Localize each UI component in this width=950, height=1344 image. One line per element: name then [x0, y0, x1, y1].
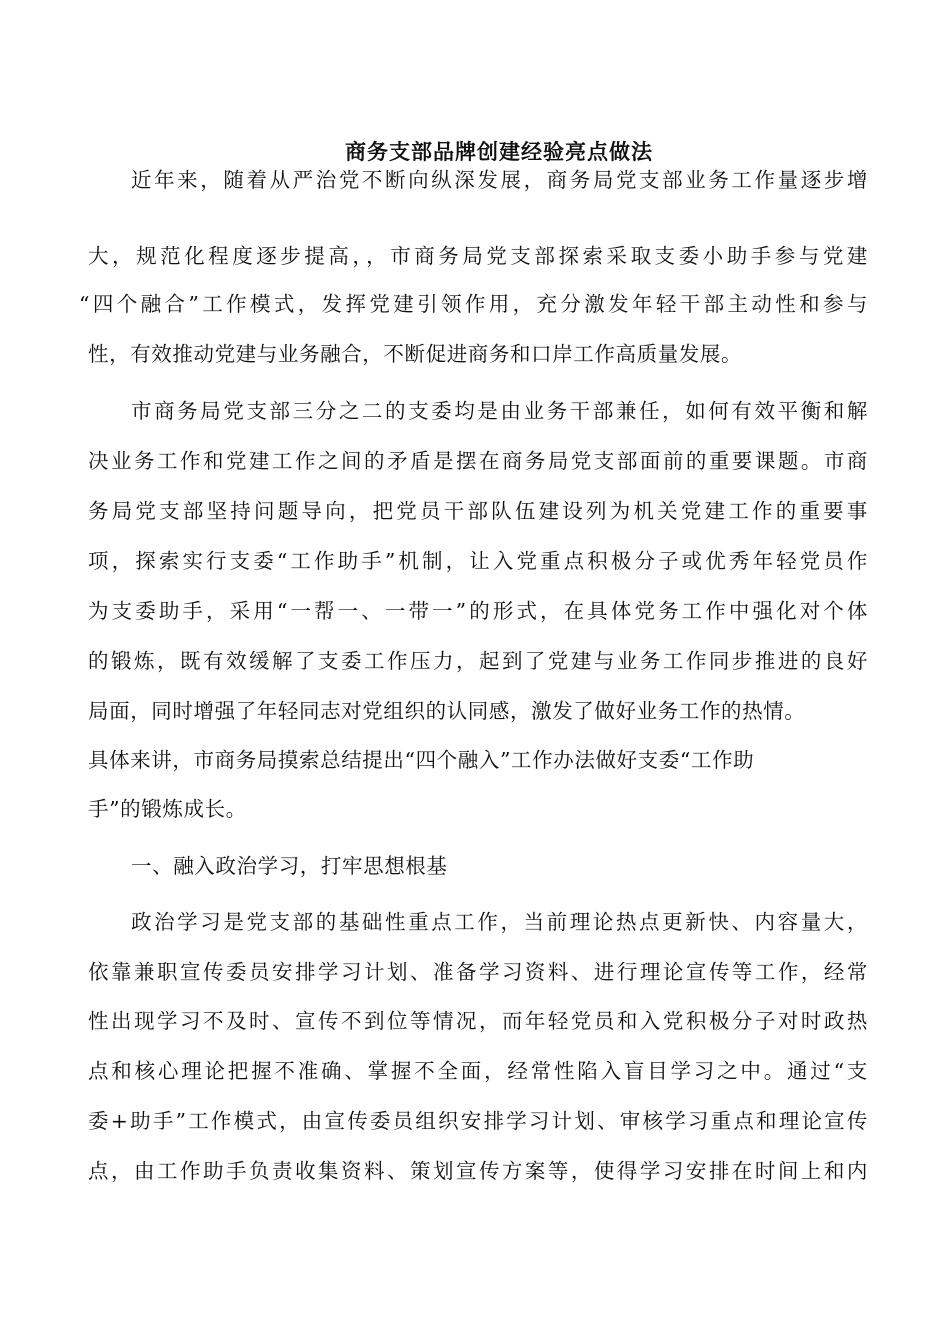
- paragraph-line: 依靠兼职宣传委员安排学习计划、准备学习资料、进行理论宣传等工作，经常: [88, 960, 868, 984]
- paragraph-line: “四个融合”工作模式，发挥党建引领作用，充分激发年轻干部主动性和参与: [79, 292, 868, 316]
- paragraph-line: 性，有效推动党建与业务融合，不断促进商务和口岸工作高质量发展。: [88, 342, 743, 366]
- paragraph-line: 务局党支部坚持问题导向，把党员干部队伍建设列为机关党建工作的重要事: [88, 499, 868, 523]
- paragraph-line: 委+助手”工作模式，由宣传委员组织安排学习计划、审核学习重点和理论宣传: [88, 1109, 868, 1133]
- paragraph-line: 近年来，随着从严治党不断向纵深发展，商务局党支部业务工作量逐步增: [131, 168, 868, 192]
- paragraph-line: 市商务局党支部三分之二的支委均是由业务干部兼任，如何有效平衡和解: [131, 399, 868, 423]
- paragraph-line: 具体来讲，市商务局摸索总结提出“四个融入”工作办法做好支委“工作助: [88, 748, 755, 772]
- paragraph-line: 大，规范化程度逐步提高，，市商务局党支部探索采取支委小助手参与党建: [88, 244, 868, 268]
- document-title: 商务支部品牌创建经验亮点做法: [345, 139, 653, 164]
- paragraph-line: 点和核心理论把握不准确、掌握不全面，经常性陷入盲目学习之中。通过“支: [88, 1059, 868, 1083]
- paragraph-line: 局面，同时增强了年轻同志对党组织的认同感，激发了做好业务工作的热情。: [88, 699, 806, 723]
- paragraph-line: 决业务工作和党建工作之间的矛盾是摆在商务局党支部面前的重要课题。市商: [88, 449, 868, 473]
- paragraph-line: 手”的锻炼成长。: [88, 797, 247, 821]
- paragraph-line: 点，由工作助手负责收集资料、策划宣传方案等，使得学习安排在时间上和内: [88, 1159, 868, 1183]
- paragraph-line: 项，探索实行支委“工作助手”机制，让入党重点积极分子或优秀年轻党员作: [88, 549, 868, 573]
- paragraph-line: 性出现学习不及时、宣传不到位等情况，而年轻党员和入党积极分子对时政热: [88, 1009, 868, 1033]
- paragraph-line: 为支委助手，采用“一帮一、一带一”的形式，在具体党务工作中强化对个体: [88, 599, 868, 623]
- section-heading: 一、融入政治学习，打牢思想根基: [131, 854, 448, 878]
- paragraph-line: 的锻炼，既有效缓解了支委工作压力，起到了党建与业务工作同步推进的良好: [88, 649, 868, 673]
- paragraph-line: 政治学习是党支部的基础性重点工作，当前理论热点更新快、内容量大，: [131, 910, 868, 934]
